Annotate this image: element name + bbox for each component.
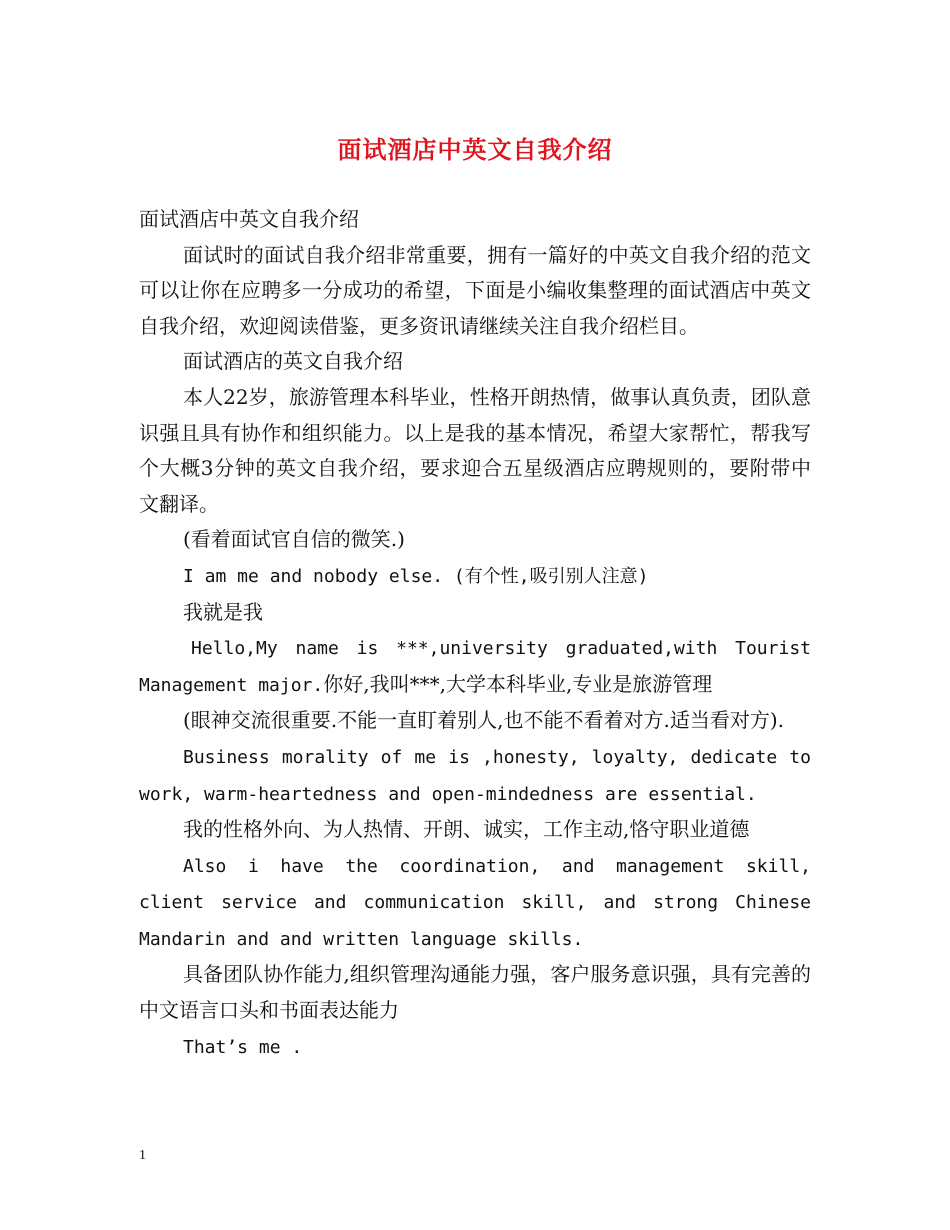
background-paragraph: 本人22岁，旅游管理本科毕业，性格开朗热情，做事认真负责，团队意识强且具有协作和组织能力。以上是我的基本情况，希望大家帮忙，帮我写个大概3分钟的英文自我介绍，要求迎合五星级酒店应聘规则的，要附带中文翻译。 xyxy=(139,384,811,516)
heading-line: 面试酒店中英文自我介绍 xyxy=(139,207,359,231)
morality-en-text: Business morality of me is ,honesty, loyalty, dedicate to work, warm-heartedness and open-mindedness are essential. xyxy=(139,746,811,805)
tip-smile: (看着面试官自信的微笑.) xyxy=(183,527,405,552)
skills-cn: 具备团队协作能力,组织管理沟通能力强，客户服务意识强，具有完善的中文语言口头和书面表达能力 xyxy=(139,962,811,1023)
tip-eye: (眼神交流很重要.不能一直盯着别人,也不能不看着对方.适当看对方). xyxy=(183,708,785,733)
closing-text: That’s me . xyxy=(183,1036,303,1058)
skills-en-text: Also i have the coordination, and management skill, client service and communication skill, and strong Chinese Mandarin and and written language skills. xyxy=(139,855,811,950)
line-i-am xyxy=(139,558,811,595)
document-title: 面试酒店中英文自我介绍 xyxy=(337,135,613,164)
morality-cn: 我的性格外向、为人热情、开朗、诚实，工作主动,恪守职业道德 xyxy=(183,817,750,842)
page-number: 1 xyxy=(139,1148,146,1163)
document-body xyxy=(139,202,811,1065)
hello-en: Hello,My name is ***,university graduated,with Tourist Management major. xyxy=(139,638,811,696)
closing-line xyxy=(139,1029,811,1066)
intro-paragraph: 面试时的面试自我介绍非常重要，拥有一篇好的中英文自我介绍的范文可以让你在应聘多一分成功的希望，下面是小编收集整理的面试酒店中英文自我介绍，欢迎阅读借鉴，更多资讯请继续关注自我介绍栏目。 xyxy=(139,242,811,338)
line-i-am-cn: 我就是我 xyxy=(183,599,263,624)
morality-en xyxy=(139,739,811,812)
hello-cn: 你好,我叫***,大学本科毕业,专业是旅游管理 xyxy=(323,671,713,696)
line-i-am-text: I am me and nobody else. (有个性,吸引别人注意) xyxy=(183,565,649,587)
hello-paragraph xyxy=(139,630,811,703)
skills-en xyxy=(139,848,811,958)
section-heading: 面试酒店的英文自我介绍 xyxy=(183,349,403,374)
